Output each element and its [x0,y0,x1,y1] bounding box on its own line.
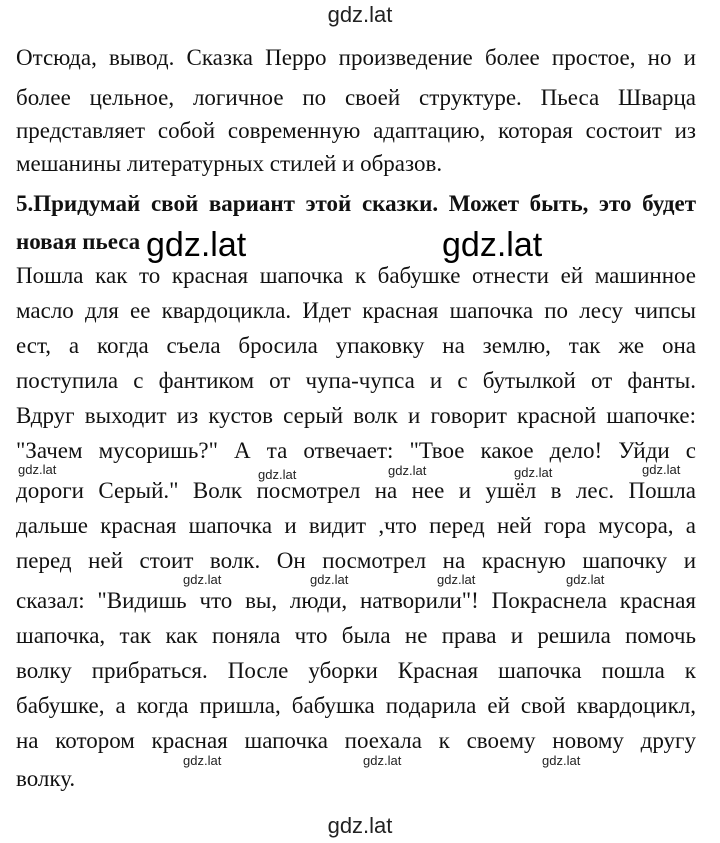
text-line: дальше красная шапочка и видит ,что перед ней гора мусора, а [16,513,696,538]
watermark-large: gdz.lat [146,226,247,264]
text-line: бабушке, а когда пришла, бабушка подарила ей свой квардоцикл, [16,693,696,718]
watermark-small: gdz.lat [183,572,222,587]
watermark-large: gdz.lat [442,226,543,264]
watermark-small: gdz.lat [388,463,427,478]
watermark-small: gdz.lat [258,467,297,482]
text-line: Вдруг выходит из кустов серый волк и говорит красной шапочке: [16,403,696,428]
text-line: более цельное, логичное по своей структуре. Пьеса Шварца [16,85,696,110]
text-line: сказал: "Видишь что вы, люди, натворили"! Покраснела красная [16,588,696,613]
text-line: поступила с фантиком от чупа-чупса и с бутылкой от фанты. [16,368,696,393]
watermark-small: gdz.lat [566,572,605,587]
text-line: Пошла как то красная шапочка к бабушке отнести ей машинное [16,263,696,288]
watermark-small: gdz.lat [183,753,222,768]
text-line: перед ней стоит волк. Он посмотрел на красную шапочку и [16,548,696,573]
text-line: мешанины литературных стилей и образов. [16,151,443,176]
watermark-small: gdz.lat [437,572,476,587]
watermark-bottom: gdz.lat [327,813,393,838]
text-line: дороги Серый." Волк посмотрел на нее и ушёл в лес. Пошла [16,478,696,503]
text-line: представляет собой современную адаптацию, которая состоит из [16,118,696,143]
text-line: волку прибраться. После уборки Красная шапочка пошла к [16,658,696,683]
watermark-small: gdz.lat [642,462,681,477]
watermark-small: gdz.lat [363,753,402,768]
watermark-small: gdz.lat [18,462,57,477]
text-line: на котором красная шапочка поехала к своему новому другу [16,728,696,753]
watermark-small: gdz.lat [514,465,553,480]
text-line: масло для ее квардоцикла. Идет красная шапочка по лесу чипсы [16,298,696,323]
watermark-small: gdz.lat [310,572,349,587]
text-line: волку. [16,766,76,791]
task-heading-cont: новая пьеса [16,229,141,254]
task-heading: 5.Придумай свой вариант этой сказки. Может быть, это будет [16,191,696,216]
text-line: "Зачем мусоришь?" А та отвечает: "Твое какое дело! Уйди с [16,438,696,463]
text-line: Отсюда, вывод. Сказка Перро произведение более простое, но и [16,45,696,70]
watermark-small: gdz.lat [542,753,581,768]
watermark-top: gdz.lat [327,2,393,27]
text-line: ест, а когда съела бросила упаковку на землю, так же она [16,333,696,358]
text-line: шапочка, так как поняла что была не права и решила помочь [16,623,696,648]
